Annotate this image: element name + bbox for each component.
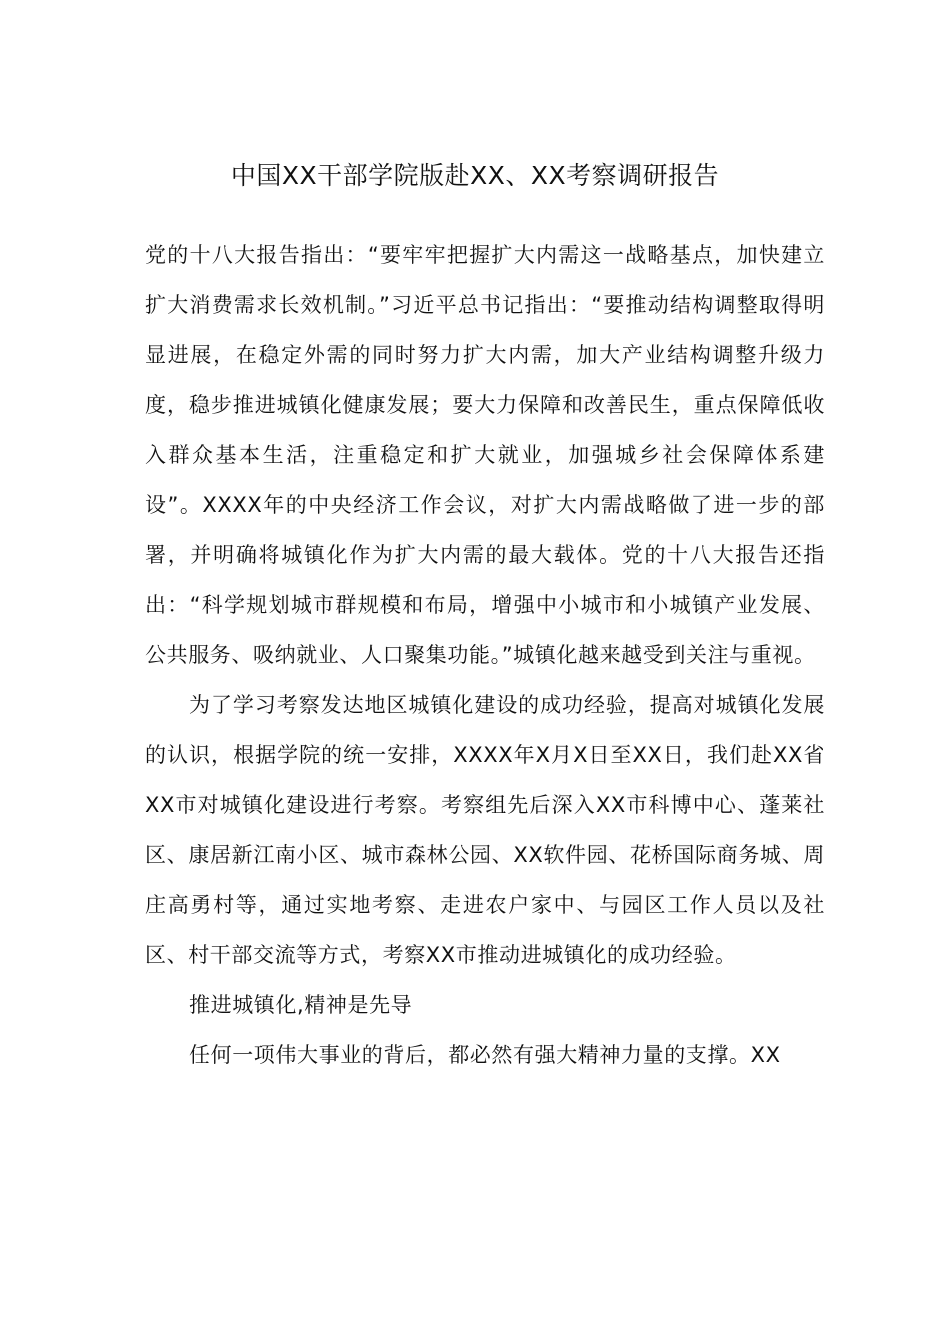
paragraph-intro: 党的十八大报告指出：“要牢牢把握扩大内需这一战略基点，加快建立扩大消费需求长效机制。”习近平总书记指出：“要推动结构调整取得明显进展，在稳定外需的同时努力扩大内需，加大产业结构调整升级力度，稳步推进城镇化健康发展；要大力保障和改善民生，重点保障低收入群众基本生活，注重稳定和扩大就业，加强城乡社会保障体系建设”。XXXX年的中央经济工作会议，对扩大内需战略做了进一步的部署，并明确将城镇化作为扩大内需的最大载体。党的十八大报告还指出：“科学规划城市群规模和布局，增强中小城市和小城镇产业发展、公共服务、吸纳就业、人口聚集功能。”城镇化越来越受到关注与重视。 (145, 243, 825, 667)
section-heading: 推进城镇化,精神是先导 (189, 993, 413, 1017)
paragraph-spirit: 任何一项伟大事业的背后，都必然有强大精神力量的支撑。XX (189, 1043, 781, 1067)
document-body (145, 230, 825, 1080)
paragraph-investigation: 为了学习考察发达地区城镇化建设的成功经验，提高对城镇化发展的认识，根据学院的统一安排，XXXX年X月X日至XX日，我们赴XX省XX市对城镇化建设进行考察。考察组先后深入XX市科博中心、蓬莱社区、康居新江南小区、城市森林公园、XX软件园、花桥国际商务城、周庄高勇村等，通过实地考察、走进农户家中、与园区工作人员以及社区、村干部交流等方式，考察XX市推动进城镇化的成功经验。 (145, 693, 825, 967)
document-title: 中国XX干部学院版赴XX、XX考察调研报告 (230, 161, 720, 190)
